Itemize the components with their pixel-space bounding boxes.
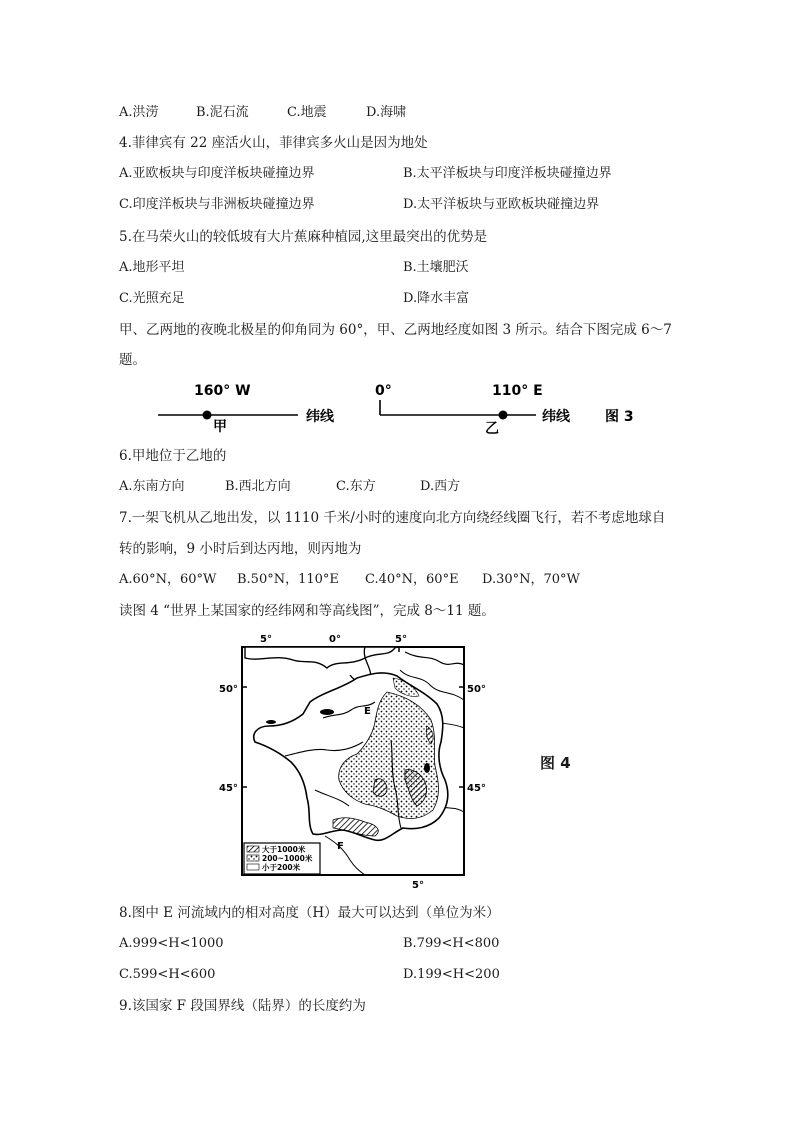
option-b: B.泥石流 [196, 105, 249, 120]
point-yi [499, 411, 508, 420]
lon-label: 0° [329, 634, 341, 645]
latitude-line-label: 纬线 [306, 409, 334, 425]
option-c: C.599<H<600 [119, 967, 216, 982]
intro-8-11: 读图 4 “世界上某国家的经纬网和等高线图”，完成 8～11 题。 [119, 603, 495, 619]
option-c: C.地震 [287, 105, 327, 120]
option-a: A.地形平坦 [119, 260, 185, 275]
point-yi-label: 乙 [485, 421, 499, 436]
question-8-stem: 8.图中 E 河流域内的相对高度（H）最大可以达到（单位为米） [119, 905, 500, 921]
point-jia-label: 甲 [213, 419, 227, 435]
latitude-line-label: 纬线 [542, 409, 570, 425]
lat-label: 45° [219, 783, 238, 794]
option-b: B.太平洋板块与印度洋板块碰撞边界 [403, 166, 612, 181]
legend-swatch-high [247, 846, 259, 852]
lon-160w-label: 160° W [194, 383, 251, 399]
figure-3 [150, 374, 660, 436]
option-a: A.亚欧板块与印度洋板块碰撞边界 [119, 166, 315, 181]
legend-swatch-low [247, 864, 259, 870]
option-a: A.东南方向 [119, 479, 185, 494]
option-d: D.海啸 [366, 105, 407, 120]
question-9-stem: 9.该国家 F 段国界线（陆界）的长度约为 [119, 998, 366, 1014]
lon-label: 5° [260, 634, 272, 645]
lat-label: 45° [467, 783, 486, 794]
intro-6-7-line1: 甲、乙两地的夜晚北极星的仰角同为 60°，甲、乙两地经度如图 3 所示。结合下图完成 6～7 [119, 322, 672, 338]
question-6-stem: 6.甲地位于乙地的 [119, 448, 227, 464]
question-5-stem: 5.在马荣火山的较低坡有大片蕉麻种植园,这里最突出的优势是 [119, 229, 488, 245]
option-a: A.999<H<1000 [119, 936, 224, 951]
option-d: D.30°N，70°W [482, 572, 580, 587]
legend-label-low: 小于200米 [262, 863, 301, 872]
figure-4-caption: 图 4 [540, 754, 571, 772]
option-a: A.洪涝 [119, 105, 159, 120]
option-b: B.西北方向 [225, 479, 291, 494]
option-d: D.西方 [420, 479, 461, 494]
legend-label-mid: 200~1000米 [262, 854, 313, 863]
option-b: B.50°N，110°E [237, 572, 339, 587]
option-c: C.印度洋板块与非洲板块碰撞边界 [119, 197, 315, 212]
river-e-label: E [364, 706, 371, 717]
question-4-stem: 4.菲律宾有 22 座活火山，菲律宾多火山是因为地处 [119, 135, 428, 151]
option-a: A.60°N，60°W [119, 572, 217, 587]
question-7-stem-2: 转的影响，9 小时后到达丙地，则丙地为 [119, 541, 362, 557]
figure-4-map [215, 630, 505, 892]
point-jia [203, 411, 212, 420]
legend-label-high: 大于1000米 [262, 845, 306, 854]
figure-3-caption: 图 3 [605, 409, 634, 425]
lon-label: 5° [395, 634, 407, 645]
option-b: B.799<H<800 [403, 936, 500, 951]
option-d: D.太平洋板块与亚欧板块碰撞边界 [403, 197, 600, 212]
intro-6-7-line2: 题。 [119, 352, 146, 368]
question-7-stem-1: 7.一架飞机从乙地出发，以 1110 千米/小时的速度向北方向绕经线圈飞行，若不考虑地球自 [119, 510, 666, 526]
legend-swatch-mid [247, 855, 259, 861]
option-d: D.降水丰富 [403, 291, 470, 306]
border-f-label: F [337, 841, 344, 852]
option-b: B.土壤肥沃 [403, 260, 469, 275]
option-c: C.40°N，60°E [365, 572, 459, 587]
option-c: C.东方 [336, 479, 376, 494]
lon-110e-label: 110° E [492, 383, 543, 399]
lat-label: 50° [219, 684, 238, 695]
lon-label: 5° [412, 880, 424, 891]
lat-label: 50° [467, 684, 486, 695]
option-d: D.199<H<200 [403, 967, 500, 982]
lon-0-label: 0° [375, 383, 392, 399]
option-c: C.光照充足 [119, 291, 185, 306]
